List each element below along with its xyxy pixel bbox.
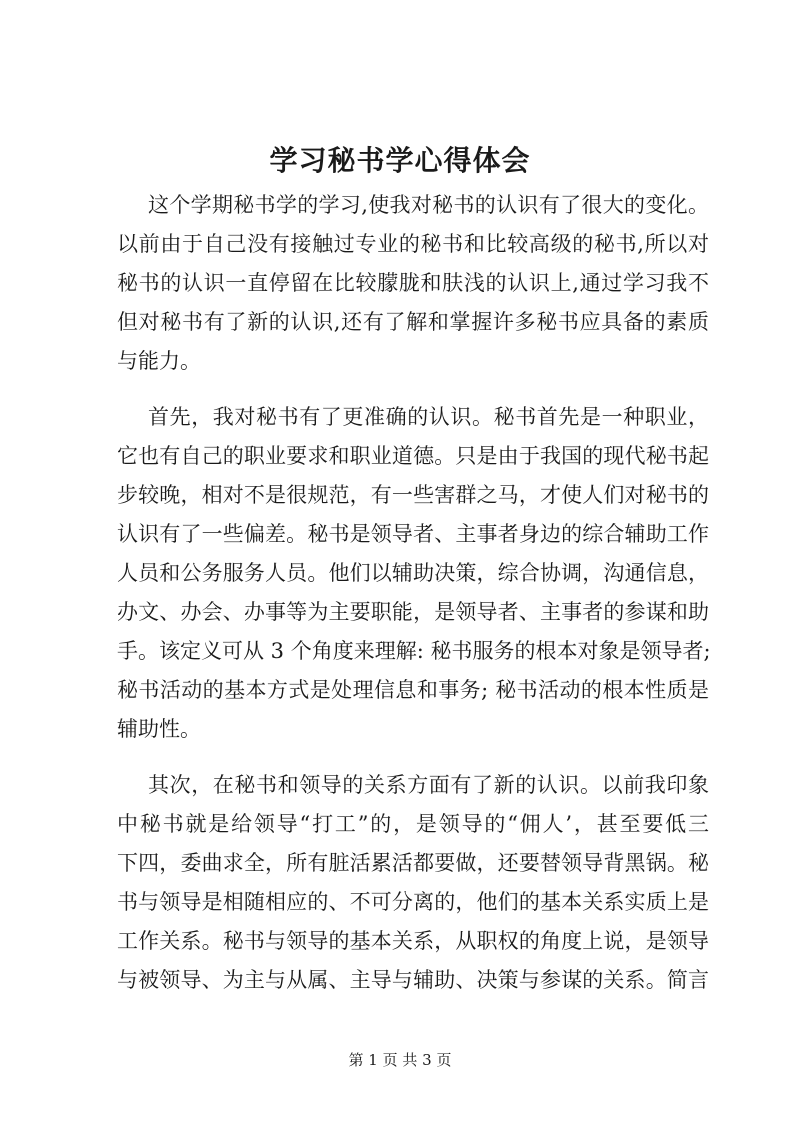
- document-title: 学习秘书学心得体会: [269, 144, 531, 177]
- text-line: 书与领导是相随相应的、不可分离的，他们的基本关系实质上是: [117, 890, 709, 914]
- text-line: 秘书的认识一直停留在比较朦胧和肤浅的认识上,通过学习我不: [117, 271, 709, 295]
- page-footer: 第 1 页 共 3 页: [348, 1051, 452, 1069]
- text-line: 与被领导、为主与从属、主导与辅助、决策与参谋的关系。简言: [117, 968, 709, 992]
- paragraph: [117, 186, 709, 381]
- text-line: 下四，委曲求全，所有脏活累活都要做，还要替领导背黑锅。秘: [117, 851, 709, 875]
- text-line: 中秘书就是给领导“打工”的，是领导的“佣人’，甚至要低三: [117, 812, 709, 836]
- text-line: 步较晚，相对不是很规范，有一些害群之马，才使人们对秘书的: [117, 483, 709, 507]
- paragraph: [117, 398, 709, 749]
- paragraph: [117, 766, 709, 1000]
- text-line: 这个学期秘书学的学习,使我对秘书的认识有了很大的变化。: [148, 193, 709, 217]
- text-line: 与能力。: [117, 349, 201, 373]
- text-line: 但对秘书有了新的认识,还有了解和掌握许多秘书应具备的素质: [117, 310, 709, 334]
- text-line: 认识有了一些偏差。秘书是领导者、主事者身边的综合辅助工作: [117, 522, 709, 546]
- text-line: 工作关系。秘书与领导的基本关系，从职权的角度上说，是领导: [117, 929, 709, 953]
- text-line: 手。该定义可从 3 个角度来理解: 秘书服务的根本对象是领导者;: [117, 639, 711, 663]
- text-line: 其次，在秘书和领导的关系方面有了新的认识。以前我印象: [148, 773, 709, 797]
- text-line: 办文、办会、办事等为主要职能，是领导者、主事者的参谋和助: [117, 600, 709, 624]
- text-line: 人员和公务服务人员。他们以辅助决策，综合协调，沟通信息，: [117, 561, 709, 585]
- text-line: 它也有自己的职业要求和职业道德。只是由于我国的现代秘书起: [117, 444, 709, 468]
- document-body: [117, 186, 709, 1017]
- text-line: 辅助性。: [117, 717, 201, 741]
- text-line: 首先，我对秘书有了更准确的认识。秘书首先是一种职业，: [148, 405, 709, 429]
- text-line: 以前由于自己没有接触过专业的秘书和比较高级的秘书,所以对: [117, 232, 709, 256]
- text-line: 秘书活动的基本方式是处理信息和事务; 秘书活动的根本性质是: [117, 678, 709, 702]
